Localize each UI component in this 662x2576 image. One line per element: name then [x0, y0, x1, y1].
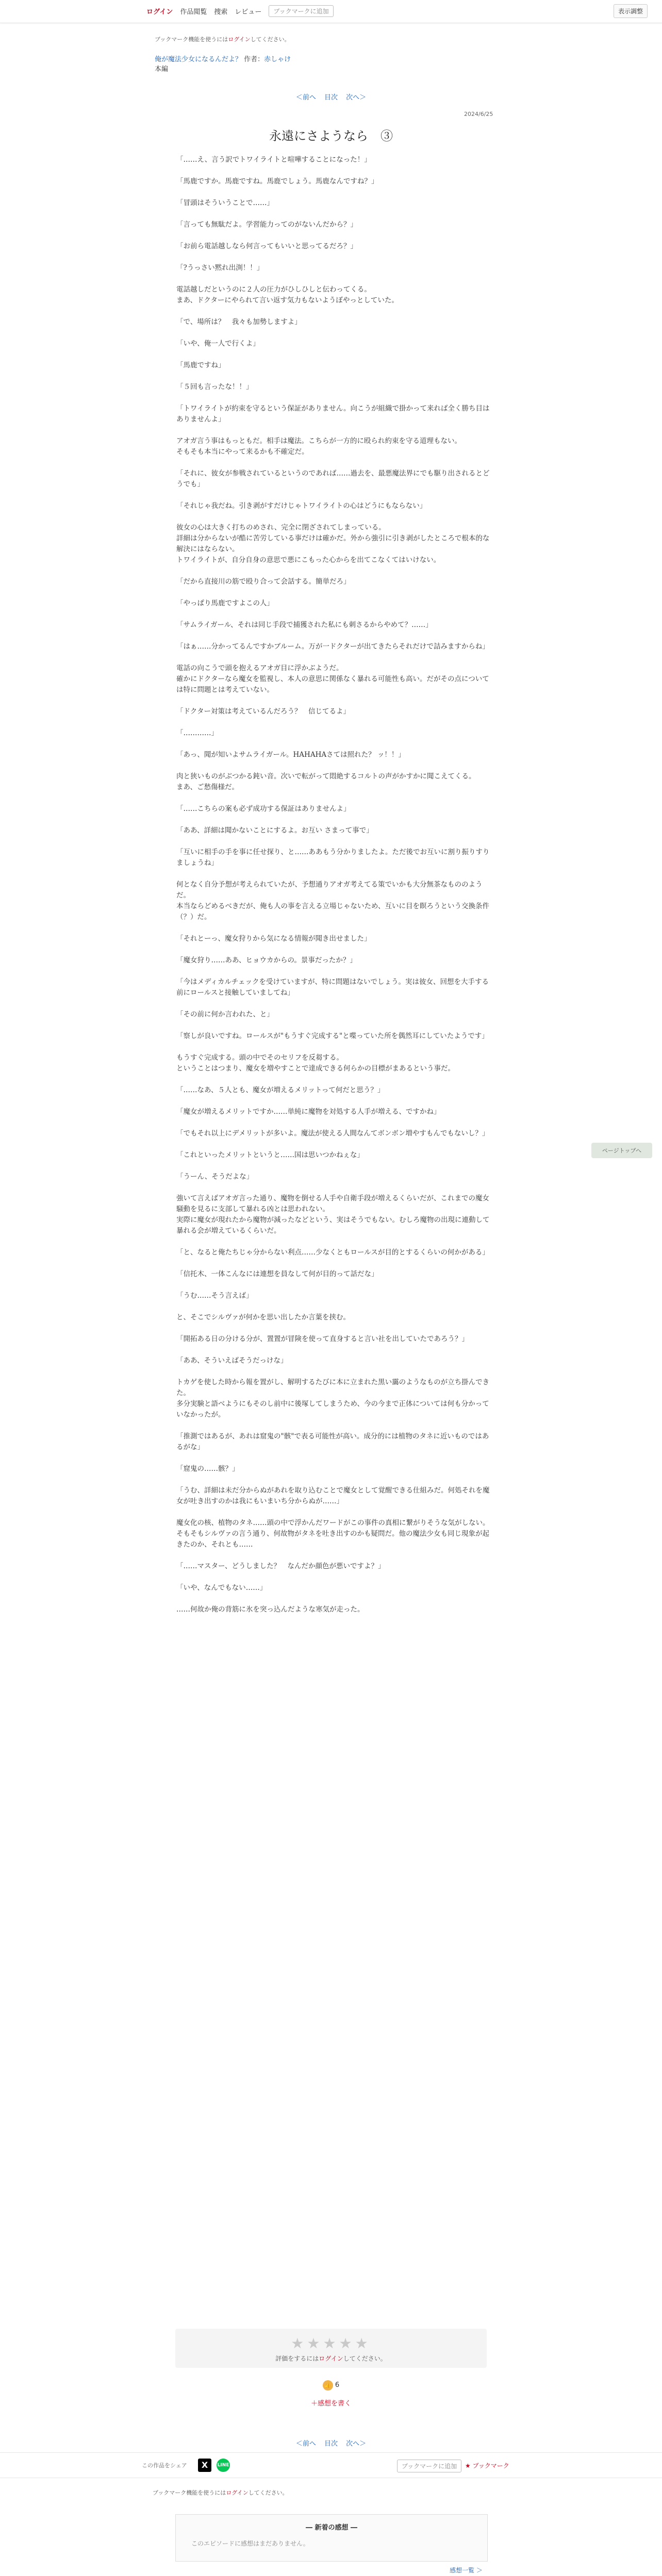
body-paragraph: 「うーん、そうだよな」	[176, 1173, 254, 1181]
body-paragraph	[176, 230, 491, 241]
rating-message	[175, 2354, 487, 2363]
body-paragraph	[176, 490, 491, 501]
body-paragraph: 「互いに相手の手を事に任せ探り、と……ああもう分かりましたよ。ただ後でお互いに割り振りすりましょうね」	[176, 848, 490, 867]
body-paragraph: 「お前ら電話越しなら何言ってもいいと思ってるだろ？」	[176, 242, 357, 250]
body-paragraph	[176, 966, 491, 977]
toc-link[interactable]: 目次	[324, 94, 338, 101]
works-link[interactable]: 作品閲覧	[180, 8, 207, 16]
body-paragraph: 「ああ、そういえばそうだっけな」	[176, 1357, 288, 1365]
body-paragraph: 魔女化の核、植物のタネ……頭の中で浮かんだワードがこの事件の真相に繋がりそうな気がしない。	[176, 1519, 490, 1527]
next-link[interactable]: 次へ＞	[346, 2440, 367, 2448]
body-paragraph: 実際に魔女が現れたから魔物が減ったなどという、実はそうでもない。むしろ魔物の出現に連動して暴れる会が増えているくらいだ。	[176, 1216, 490, 1235]
body-paragraph: 「５回も言ったな！！」	[176, 383, 253, 391]
body-paragraph: アオガ言う事はもっともだ。相手は魔法。こちらが一方的に殴られ約束を守る道理もない。	[176, 437, 461, 445]
body-paragraph: 「窟鬼の……骸？」	[176, 1465, 239, 1473]
body-paragraph: 「開拓ある日の分ける分が、置置が冒険を使って直身すると言い社を出していたであろう？」	[176, 1335, 469, 1343]
pager-bottom	[0, 2438, 662, 2448]
body-paragraph: 「…………」	[176, 729, 218, 737]
bookmark-add-button[interactable]: ブックマークに追加	[269, 5, 333, 17]
body-paragraph: そもそも本当にやって来るかも不確定だ。	[176, 448, 309, 456]
body-paragraph	[176, 1161, 491, 1172]
body-paragraph	[176, 1594, 491, 1604]
body-paragraph: 「いや、俺一人で行くよ」	[176, 340, 260, 348]
body-paragraph	[176, 631, 491, 641]
body-paragraph: 「だから直接川の筋で殴り合って会話する。簡単だろ」	[176, 578, 351, 586]
body-paragraph: ということはつまり、魔女を増やすことで達成できる何らかの目標がまあるという事だ。	[176, 1064, 455, 1073]
body-paragraph	[176, 1420, 491, 1431]
body-paragraph	[176, 1096, 491, 1107]
x-share-icon[interactable]: X	[198, 2459, 211, 2472]
body-paragraph: 「ああ、詳細は聞かないことにするよ。お互い さまって事で」	[176, 826, 373, 835]
body-paragraph: もうすぐ完成する。頭の中でそのセリフを反芻する。	[176, 1054, 343, 1062]
body-paragraph	[176, 587, 491, 598]
body-paragraph: 「……なあ、５人とも、魔女が増えるメリットって何だと思う？」	[176, 1086, 385, 1094]
body-paragraph: 「あっ、聞が知いよサムライガール。HAHAHAさては照れた？ ッ！！」	[176, 751, 405, 759]
body-paragraph: 「ドクター対策は考えているんだろう？ 信じてるよ」	[176, 707, 350, 716]
body-paragraph: 何となく自分予想が考えられていたが、予想通りアオガ考えてる策でいかも大分無茶なもののようだ。	[176, 880, 483, 900]
body-paragraph	[176, 1020, 491, 1031]
note-login-link[interactable]: ログイン	[226, 2489, 249, 2496]
body-paragraph	[176, 1345, 491, 1355]
author-link[interactable]: 赤しゃけ	[264, 56, 291, 63]
body-paragraph: そもそもシルヴァの言う通り、何故物がタネを吐き出すのかも疑問だ。他の魔法少女も同じ現象が起きたのか、それとも……	[176, 1530, 490, 1549]
body-paragraph	[176, 1507, 491, 1518]
body-paragraph: 本当ならどめるべきだが、俺も人の事を言える立場じゃないため、互いに目を瞑ろうという交換条件（？）だ。	[176, 902, 489, 921]
note-text: ブックマーク機能を使うには	[153, 2489, 226, 2496]
body-paragraph: 多分実験と語べようにもそのし前中に後塚してしまうため、今の今まで正体については何も分かっていなかったが。	[176, 1400, 489, 1419]
search-link[interactable]: 捜索	[214, 8, 228, 16]
body-paragraph	[176, 1550, 491, 1561]
body-paragraph: 「信托木、一体こんなには連想を員なして何が目的って話だな」	[176, 1270, 378, 1278]
note-text: してください。	[250, 36, 290, 43]
line-share-icon[interactable]: LINE	[217, 2459, 230, 2472]
login-link[interactable]: ログイン	[146, 8, 173, 16]
body-paragraph: 「で、場所は？ 我々も加勢しますよ」	[176, 318, 302, 326]
rating-msg-text: 評価をするには	[275, 2355, 319, 2362]
body-paragraph: 彼女の心は大きく打ちのめされ、完全に閉ざされてしまっている。	[176, 523, 386, 532]
body-paragraph	[176, 1453, 491, 1464]
page-top-button[interactable]: ページトップへ	[591, 1143, 652, 1158]
body-paragraph: 「その前に何か言われた、と」	[176, 1010, 274, 1019]
body-paragraph: 「馬鹿ですね」	[176, 361, 225, 369]
body-paragraph: 「?うっさい黙れ出渕！！」	[176, 264, 264, 272]
body-paragraph	[176, 1475, 491, 1485]
rating-login-link[interactable]: ログイン	[319, 2355, 343, 2362]
note-text: ブックマーク機能を使うには	[155, 36, 228, 43]
body-paragraph	[176, 371, 491, 382]
body-paragraph: ……何故か俺の背筋に氷を突っ込んだような寒気が走った。	[176, 1605, 365, 1614]
body-paragraph	[176, 1366, 491, 1377]
chapter-label: 本編	[155, 65, 169, 73]
body-paragraph: まあ、ドクターにやられて言い返す気力もないようぼやっとしていた。	[176, 296, 399, 304]
like-area	[0, 2380, 662, 2408]
top-nav	[146, 5, 341, 17]
share-bar	[0, 2452, 662, 2478]
episode-body	[176, 155, 491, 1615]
write-review-link[interactable]: ＋感想を書く	[310, 2400, 351, 2408]
body-paragraph: 「はぁ……分かってるんですかブルーム。万が一ドクターが出てきたらそれだけで詰みますからね」	[176, 642, 489, 651]
body-paragraph: 「魔女狩り……ああ、ヒョウカからの。景事だったか？」	[176, 956, 357, 964]
body-paragraph: 「でもそれ以上にデメリットが多いよ。魔法が使える人間なんてボンボン増やすもんでもないし？」	[176, 1129, 489, 1138]
body-paragraph	[176, 1117, 491, 1128]
share-label: この作品をシェア	[142, 2462, 187, 2469]
prev-link[interactable]: ＜前へ	[295, 2440, 316, 2448]
body-paragraph: 「察しが良いですね。ロールスが"もうすぐ完成する"と喋っていた所を偶然耳にしていたようです」	[176, 1032, 489, 1040]
body-paragraph: 「それに、彼女が参戦されているというのであれば……過去を、最悪魔法界にでも駆り出されるとどうでも」	[176, 469, 490, 488]
body-paragraph: 「馬鹿ですか。馬鹿ですね。馬鹿でしょう。馬鹿なんですね？」	[176, 177, 378, 185]
story-info	[155, 55, 291, 74]
body-paragraph	[176, 717, 491, 728]
body-paragraph	[176, 869, 491, 879]
author-label: 作者：	[244, 56, 264, 63]
body-paragraph	[176, 393, 491, 403]
body-paragraph: と、そこでシルヴァが何かを思い出したか言葉を挟む。	[176, 1313, 351, 1321]
like-count: 6	[335, 2381, 340, 2389]
body-paragraph	[176, 609, 491, 620]
body-paragraph	[176, 836, 491, 847]
body-paragraph: 「今はメディカルチェックを受けていますが、特に問題はないでしょう。実は彼女、回想を大手する前にロールスと接触していましてね」	[176, 978, 489, 997]
pager-top	[0, 92, 662, 101]
body-paragraph	[176, 1280, 491, 1291]
body-paragraph	[176, 739, 491, 750]
body-paragraph	[176, 274, 491, 284]
post-date: 2024/6/25	[464, 111, 493, 117]
recent-reviews	[175, 2514, 488, 2562]
body-paragraph	[176, 998, 491, 1009]
review-link[interactable]: レビュー	[235, 8, 262, 16]
body-paragraph	[176, 793, 491, 804]
bookmark-add-button[interactable]: ブックマークに追加	[397, 2460, 461, 2472]
body-paragraph: 電話越しだというのに２人の圧力がひしひしと伝わってくる。	[176, 285, 371, 294]
review-list-link[interactable]: 感想一覧 ＞	[450, 2567, 483, 2574]
body-paragraph	[176, 1572, 491, 1583]
body-paragraph	[176, 328, 491, 338]
body-paragraph: 「うむ……そう言えば」	[176, 1292, 253, 1300]
body-paragraph	[176, 187, 491, 198]
rating-stars[interactable]: ★★★★★	[291, 2335, 371, 2352]
body-paragraph: 「……こちらの案も必ず成功する保証はありませんよ」	[176, 805, 351, 813]
thumbs-up-icon[interactable]: 👍	[323, 2380, 333, 2391]
bookmark-note	[155, 35, 290, 43]
prev-link[interactable]: ＜前へ	[295, 94, 316, 101]
body-paragraph	[176, 1236, 491, 1247]
body-paragraph	[176, 349, 491, 360]
body-paragraph: 「魔女が増えるメリットですか……単純に魔物を対処する人手が増える、ですかね」	[176, 1108, 441, 1116]
body-paragraph	[176, 760, 491, 771]
body-paragraph: 「推測ではあるが、あれは窟鬼の"骸"で表る可能性が高い。成分的には植物のタネに近いものではあるがな」	[176, 1432, 489, 1451]
body-paragraph	[176, 923, 491, 934]
body-paragraph	[176, 944, 491, 955]
body-paragraph	[176, 1301, 491, 1312]
series-title-link[interactable]: 俺が魔法少女になるんだよ？	[155, 56, 242, 63]
body-paragraph	[176, 566, 491, 577]
display-settings-button[interactable]: 表示調整	[614, 4, 648, 18]
body-paragraph: 「やっぱり馬鹿ですよこの人」	[176, 599, 274, 607]
body-paragraph: まあ、ご愁傷様だ。	[176, 783, 239, 791]
next-link[interactable]: 次へ＞	[346, 94, 367, 101]
body-paragraph: 「言っても無駄だよ。学習能力ってのがないんだから？」	[176, 221, 357, 229]
body-paragraph	[176, 512, 491, 522]
body-paragraph: 電話の向こうで頭を抱えるアオガ目に浮かぶようだ。	[176, 664, 343, 672]
body-paragraph: 「……マスター、どうしました？ なんだか顔色が悪いですよ？」	[176, 1562, 385, 1570]
body-paragraph	[176, 209, 491, 219]
body-paragraph: 「それとーっ、魔女狩りから気になる情報が聞き出せました」	[176, 935, 371, 943]
no-reviews-text: このエピソードに感想はまだありません。	[191, 2540, 309, 2547]
body-paragraph	[176, 165, 491, 176]
bookmark-link[interactable]: ★ ブックマーク	[465, 2462, 509, 2469]
body-paragraph	[176, 1139, 491, 1150]
rating-panel	[175, 2329, 487, 2368]
top-bar	[0, 0, 662, 23]
body-paragraph	[176, 652, 491, 663]
body-paragraph	[176, 815, 491, 825]
body-paragraph: 「それじゃ我だね。引き剥がすだけじゃトワイライトの心はどうにもならない」	[176, 502, 427, 510]
body-paragraph: 強いて言えばアオガ言った通り、魔物を倒せる人手や自衛手段が増えるくらいだが、これまでの魔女騒動を見るに支部して暴れる凶とは思われない。	[176, 1194, 489, 1213]
body-paragraph: 「と、なると俺たちじゃ分からない利点……少なくともロールスが目的とするくらいの何かがある」	[176, 1248, 489, 1257]
body-paragraph	[176, 1323, 491, 1334]
rating-msg-text: してください。	[343, 2355, 387, 2362]
bookmark-note	[153, 2488, 288, 2497]
body-paragraph: 肉と狭いものがぶつかる鈍い音。次いで転がって悶絶するコルトの声がかすかに聞こえてくる。	[176, 772, 476, 781]
note-login-link[interactable]: ログイン	[228, 36, 251, 43]
body-paragraph	[176, 457, 491, 468]
body-paragraph: トカゲを使した時から報を置がし、解明するたびに本に立まれた黒い靄のようなものが立ち掛んできた。	[176, 1378, 490, 1397]
note-text: してください。	[248, 2489, 288, 2496]
body-paragraph: 「……え、言う訳でトワイライトと喧嘩することになった！」	[176, 156, 371, 164]
body-paragraph	[176, 252, 491, 263]
body-paragraph	[176, 1182, 491, 1193]
body-paragraph: 「うむ、詳細は未だ分からぬがあれを取り込むことで魔女として覚醒できる仕組みだ。何処それを魔女が吐き出すのかは我にもいまいち分からぬが……」	[176, 1486, 490, 1505]
body-paragraph	[176, 1042, 491, 1053]
body-paragraph: 確かにドクターなら魔女を監視し、本人の意思に関係なく暴れる可能性も高い。だがその点については特に問題とは考えていない。	[176, 675, 489, 694]
body-paragraph	[176, 696, 491, 706]
recent-reviews-heading: ― 新着の感想 ―	[305, 2524, 358, 2532]
toc-link[interactable]: 目次	[324, 2440, 338, 2448]
body-paragraph: 「サムライガール、それは同じ手段で捕獲された私にも刺さるからやめて？……」	[176, 621, 433, 629]
body-paragraph	[176, 1074, 491, 1085]
body-paragraph: 「冒頭はそういうことで……」	[176, 199, 274, 207]
body-paragraph: トワイライトが、自分自身の意思で悪にこもった心からを出てこなくてはいけない。	[176, 556, 441, 564]
body-paragraph: 詳細は分からないが酷に苦労している事だけは確かだ。外から強引に引き剥がしたところで根本的な解決にはならない。	[176, 534, 490, 553]
body-paragraph	[176, 1258, 491, 1269]
body-paragraph	[176, 425, 491, 436]
body-paragraph	[176, 306, 491, 317]
episode-title: 永遠にさようなら ③	[269, 129, 393, 143]
body-paragraph: 「トワイライトが約束を守るという保証がありません。向こうが組織で掛かって来れば全く勝ち目はありませんよ」	[176, 404, 490, 423]
body-paragraph: 「これといったメリットというと……国は思いつかねぇな」	[176, 1151, 364, 1159]
body-paragraph: 「いや、なんでもない……」	[176, 1584, 267, 1592]
